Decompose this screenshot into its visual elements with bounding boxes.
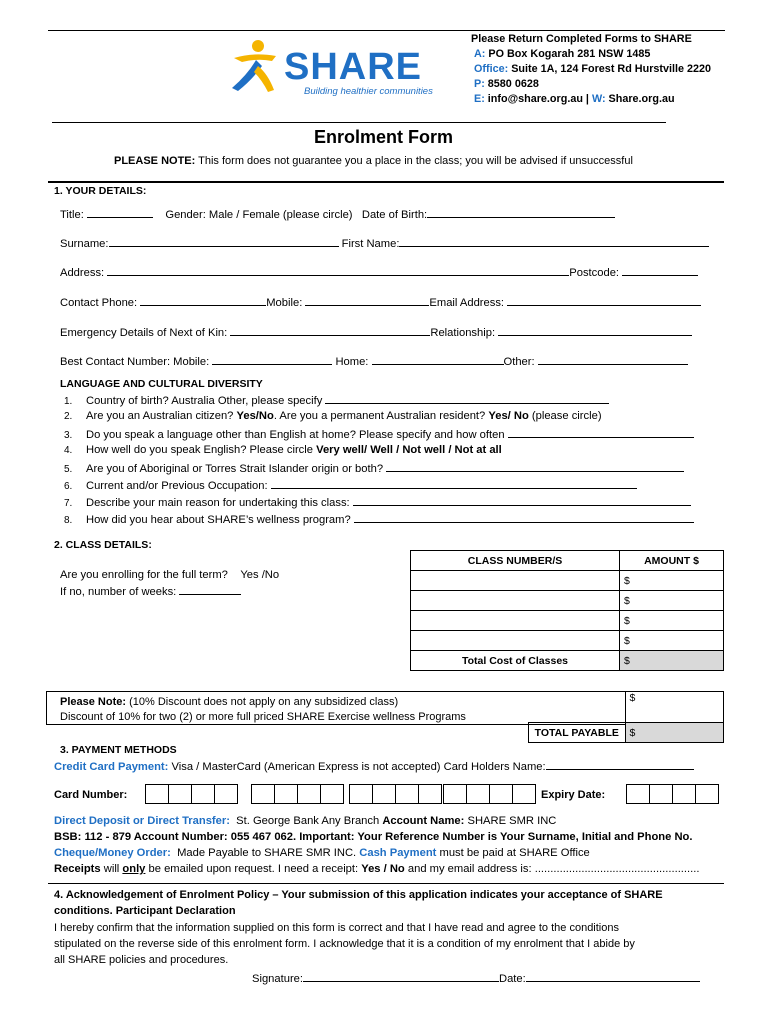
dob-label: Date of Birth: <box>361 209 428 221</box>
cash-text: must be paid at SHARE Office <box>439 847 590 859</box>
full-term-choice[interactable]: Yes /No <box>240 569 280 581</box>
amount-cell[interactable]: $ <box>620 591 724 611</box>
expiry-boxes[interactable] <box>627 784 719 804</box>
return-title: Please Return Completed Forms to SHARE <box>471 33 692 45</box>
section-2-heading: 2. CLASS DETAILS: <box>54 539 152 551</box>
bsb-row: BSB: 112 - 879 Account Number: 055 467 062. Important: Your Reference Number is Your Surname, Initial and Phone No. <box>54 831 693 843</box>
email-line <box>474 93 675 105</box>
top-rule <box>48 30 725 31</box>
discount-line-2: Discount of 10% for two (2) or more full priced SHARE Exercise wellness Programs <box>60 711 466 723</box>
phone-value: 8580 0628 <box>487 78 539 90</box>
table-row <box>411 591 724 611</box>
relationship-field[interactable] <box>498 325 692 336</box>
surname-label: Surname: <box>60 238 109 250</box>
lang-item-5 <box>64 461 684 475</box>
surname-row <box>60 236 709 250</box>
class-table-header <box>411 551 724 571</box>
weeks-row <box>60 584 241 598</box>
address-field[interactable] <box>107 265 569 276</box>
signature-row <box>252 971 700 985</box>
cheque-row <box>54 847 590 859</box>
lang-item-number: 4. <box>64 445 73 456</box>
other-field[interactable] <box>538 354 688 365</box>
table-row <box>411 611 724 631</box>
expiry-label: Expiry Date: <box>541 789 606 801</box>
contact-phone-field[interactable] <box>140 295 266 306</box>
discount-amount-cell[interactable]: $ <box>625 692 724 723</box>
lang-item-field[interactable] <box>354 512 694 523</box>
best-contact-row <box>60 354 688 368</box>
receipts-only: only <box>122 863 146 875</box>
credit-card-row <box>54 759 694 773</box>
address-row <box>60 265 698 279</box>
lang-item-choice[interactable]: Yes/ No <box>488 410 529 422</box>
title-label: Title: <box>60 209 84 221</box>
office-label: Office: <box>474 63 509 75</box>
lang-item-field[interactable] <box>325 393 609 404</box>
home-label: Home: <box>335 356 369 368</box>
amount-cell[interactable]: $ <box>620 611 724 631</box>
lang-item-text: Are you an Australian citizen? <box>86 410 234 422</box>
please-note-label: PLEASE NOTE: <box>114 155 196 167</box>
cheque-text: Made Payable to SHARE SMR INC. <box>177 847 357 859</box>
lang-item-2 <box>64 410 602 422</box>
receipts-will: will <box>103 863 120 875</box>
table-row <box>411 571 724 591</box>
section-4-heading-2: conditions. Participant Declaration <box>54 905 236 917</box>
date-field[interactable] <box>526 971 700 982</box>
signature-label: Signature: <box>252 973 303 985</box>
amount-cell[interactable]: $ <box>620 571 724 591</box>
class-number-cell[interactable] <box>411 571 620 591</box>
table-row <box>411 631 724 651</box>
account-name: SHARE SMR INC <box>467 815 557 827</box>
lang-item-text: . Are you a permanent Australian resident? <box>273 410 486 422</box>
lang-item-1 <box>64 393 609 407</box>
lang-item-text: Describe your main reason for undertaking this class: <box>86 497 350 509</box>
please-note-text: This form does not guarantee you a place in the class; you will be advised if unsuccessful <box>198 155 633 167</box>
weeks-label: If no, number of weeks: <box>60 586 177 598</box>
emergency-row <box>60 325 692 339</box>
other-label: Other: <box>503 356 535 368</box>
class-table <box>410 550 724 671</box>
direct-deposit-text: St. George Bank Any Branch <box>236 815 380 827</box>
credit-card-label: Credit Card Payment: <box>54 761 169 773</box>
lang-item-field[interactable] <box>386 461 684 472</box>
lang-item-text: Are you of Aboriginal or Torres Strait Islander origin or both? <box>86 463 384 475</box>
lang-item-number: 6. <box>64 481 73 492</box>
best-contact-label: Best Contact Number: Mobile: <box>60 356 210 368</box>
receipts-email-text: and my email address is: ..................................................... <box>407 863 700 875</box>
best-mobile-field[interactable] <box>212 354 332 365</box>
lang-item-number: 1. <box>64 396 73 407</box>
phone-label: P: <box>474 78 485 90</box>
discount-label: Please Note: <box>60 696 127 708</box>
lang-item-7 <box>64 495 691 509</box>
amount-cell[interactable]: $ <box>620 631 724 651</box>
section-rule <box>48 181 724 183</box>
receipts-label: Receipts <box>54 863 101 875</box>
contact-phone-row <box>60 295 701 309</box>
discount-line-1 <box>60 696 398 708</box>
receipts-text: be emailed upon request. I need a receipt: <box>148 863 359 875</box>
signature-field[interactable] <box>303 971 499 982</box>
section-1-heading: 1. YOUR DETAILS: <box>54 185 147 197</box>
address-line <box>474 48 650 60</box>
lang-item-number: 5. <box>64 464 73 475</box>
lang-item-text: How did you hear about SHARE’s wellness program? <box>86 514 351 526</box>
firstname-label: First Name: <box>341 238 400 250</box>
full-term-label: Are you enrolling for the full term? <box>60 569 228 581</box>
receipts-row <box>54 863 699 875</box>
discount-text: (10% Discount does not apply on any subsidized class) <box>129 696 399 708</box>
postcode-field[interactable] <box>622 265 698 276</box>
mobile-label: Mobile: <box>266 297 303 309</box>
logo-text: SHARE <box>284 46 423 88</box>
share-logo <box>228 38 438 100</box>
section-3-heading: 3. PAYMENT METHODS <box>60 744 177 756</box>
lang-item-field[interactable] <box>353 495 691 506</box>
postcode-label: Postcode: <box>569 267 620 279</box>
lang-item-text: Current and/or Previous Occupation: <box>86 480 268 492</box>
header-rule <box>52 122 666 123</box>
declaration-line-2: stipulated on the reverse side of this enrolment form. I acknowledge that it is a condition of my enrolment that I abide by <box>54 938 635 950</box>
office-line <box>474 63 711 75</box>
lang-item-text: How well do you speak English? Please circle <box>86 444 313 456</box>
payable-table <box>528 691 724 743</box>
page-title: Enrolment Form <box>314 127 454 147</box>
email-value[interactable]: info@share.org.au <box>487 93 583 105</box>
credit-card-text: Visa / MasterCard (American Express is not accepted) Card Holders Name: <box>171 761 546 773</box>
declaration-line-1: I hereby confirm that the information supplied on this form is correct and that I have read and agree to the conditions <box>54 922 619 934</box>
direct-deposit-label: Direct Deposit or Direct Transfer: <box>54 815 230 827</box>
logo-tagline: Building healthier communities <box>304 86 433 97</box>
emergency-label: Emergency Details of Next of Kin: <box>60 327 228 339</box>
lang-item-number: 3. <box>64 430 73 441</box>
lang-item-number: 2. <box>64 411 73 422</box>
share-logo-figure-icon <box>228 38 288 96</box>
total-cost-row <box>411 651 724 671</box>
address-value: PO Box Kogarah 281 NSW 1485 <box>488 48 651 60</box>
lang-item-choice[interactable]: Yes/No <box>236 410 274 422</box>
title-field[interactable] <box>87 207 153 218</box>
lang-item-6 <box>64 478 637 492</box>
total-payable-label: TOTAL PAYABLE <box>529 723 626 743</box>
total-cost-cell[interactable]: $ <box>620 651 724 671</box>
card-holder-field[interactable] <box>546 759 694 770</box>
title-row <box>60 207 615 221</box>
email-label: E: <box>474 93 485 105</box>
language-heading: LANGUAGE AND CULTURAL DIVERSITY <box>60 378 263 390</box>
email-address-label: Email Address: <box>429 297 505 309</box>
lang-item-text: Do you speak a language other than English at home? Please specify and how often <box>86 429 505 441</box>
lang-item-text: (please circle) <box>531 410 602 422</box>
lang-item-field[interactable] <box>508 427 694 438</box>
card-number-group-3[interactable] <box>350 784 442 804</box>
phone-line <box>474 78 539 90</box>
section-4-rule <box>48 883 724 884</box>
card-number-label: Card Number: <box>54 789 128 801</box>
gender-label: Gender: Male / Female (please circle) <box>165 209 353 221</box>
total-cost-label: Total Cost of Classes <box>411 651 620 671</box>
declaration-line-3: all SHARE policies and procedures. <box>54 954 229 966</box>
card-number-group-4[interactable] <box>444 784 536 804</box>
card-number-group-2[interactable] <box>252 784 344 804</box>
lang-item-text: Country of birth? Australia Other, please specify <box>86 395 323 407</box>
mobile-field[interactable] <box>305 295 429 306</box>
surname-field[interactable] <box>109 236 339 247</box>
account-name-label: Account Name: <box>382 815 465 827</box>
lang-item-number: 7. <box>64 498 73 509</box>
amount-header: AMOUNT $ <box>620 551 724 571</box>
class-number-cell[interactable] <box>411 611 620 631</box>
contact-phone-label: Contact Phone: <box>60 297 138 309</box>
emergency-field[interactable] <box>230 325 430 336</box>
lang-item-choice[interactable]: Very well/ Well / Not well / Not at all <box>316 444 502 456</box>
relationship-label: Relationship: <box>430 327 496 339</box>
web-label: W: <box>591 93 606 105</box>
office-value: Suite 1A, 124 Forest Rd Hurstville 2220 <box>511 63 712 75</box>
class-number-header: CLASS NUMBER/S <box>411 551 620 571</box>
web-value[interactable]: Share.org.au <box>608 93 675 105</box>
address-field-label: Address: <box>60 267 105 279</box>
direct-deposit-row <box>54 815 556 827</box>
lang-item-4 <box>64 444 502 456</box>
please-note <box>114 155 633 167</box>
lang-item-3 <box>64 427 694 441</box>
dob-field[interactable] <box>427 207 615 218</box>
lang-item-number: 8. <box>64 515 73 526</box>
cheque-label: Cheque/Money Order: <box>54 847 171 859</box>
address-label: A: <box>474 48 486 60</box>
separator: | <box>585 93 589 105</box>
full-term-row <box>60 569 279 581</box>
weeks-field[interactable] <box>179 584 241 595</box>
cash-label: Cash Payment <box>359 847 437 859</box>
firstname-field[interactable] <box>399 236 709 247</box>
class-number-cell[interactable] <box>411 591 620 611</box>
receipts-choice[interactable]: Yes / No <box>361 863 405 875</box>
date-label: Date: <box>499 973 526 985</box>
lang-item-field[interactable] <box>271 478 637 489</box>
class-number-cell[interactable] <box>411 631 620 651</box>
lang-item-8 <box>64 512 694 526</box>
card-number-group-1[interactable] <box>146 784 238 804</box>
section-4-heading: 4. Acknowledgement of Enrolment Policy – Your submission of this application indicates your acceptance of SHARE <box>54 889 663 901</box>
home-field[interactable] <box>372 354 504 365</box>
email-address-field[interactable] <box>507 295 701 306</box>
total-payable-cell[interactable]: $ <box>625 723 724 743</box>
